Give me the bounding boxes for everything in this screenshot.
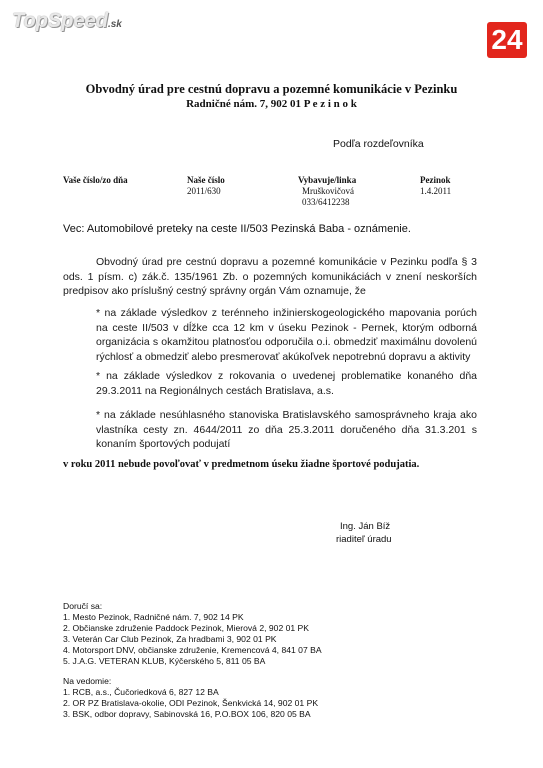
delivered-item-2: 2. Občianske združenie Paddock Pezinok, Mierová 2, 902 01 PK bbox=[63, 623, 310, 633]
reason-point-3: * na základe nesúhlasného stanoviska Bratislavského samosprávneho kraja ako vlastníka cesty zn. 4644/2011 zo dňa 25.3.2011 doručeného dňa 31.3.201 s konaním športových podujatí bbox=[96, 409, 477, 450]
office-name: Obvodný úrad pre cestnú dopravu a pozemné komunikácie v Pezinku bbox=[85, 82, 458, 96]
topspeed-watermark bbox=[12, 10, 122, 33]
handled-by-phone: 033/6412238 bbox=[302, 197, 350, 207]
delivered-item-1: 1. Mesto Pezinok, Radničné nám. 7, 902 14 PK bbox=[63, 612, 244, 622]
delivered-item-3: 3. Veterán Car Club Pezinok, Za hradbami 3, 902 01 PK bbox=[63, 634, 277, 644]
signatory-name: Ing. Ján Bíž bbox=[340, 521, 391, 532]
badge-24-logo: 24 bbox=[487, 22, 527, 58]
topspeed-logo-suffix: .sk bbox=[107, 19, 122, 30]
cc-item-3: 3. BSK, odbor dopravy, Sabinovská 16, P.O.BOX 106, 820 05 BA bbox=[63, 709, 311, 719]
our-ref-value: 2011/630 bbox=[187, 186, 221, 196]
your-ref-label: Vaše číslo/zo dňa bbox=[63, 175, 128, 185]
office-address: Radničné nám. 7, 902 01 P e z i n o k bbox=[186, 98, 357, 110]
decision-statement: v roku 2011 nebude povoľovať v predmetnom úseku žiadne športové podujatia. bbox=[63, 459, 420, 470]
cc-label: Na vedomie: bbox=[63, 676, 112, 686]
reason-point-1: * na základe výsledkov z terénneho inžinierskogeologického mapovania porúch na ceste II/503 v dĺžke cca 12 km v úseku Pezinok - Pernek, ktorým odborná organizácia s okamžitou platnosťou odporučila o.i. obmedziť maximálnu dovolenú rýchlosť a obmedziť alebo presmerovať akúkoľvek nepotrebnú dopravu a aktivity bbox=[96, 307, 477, 363]
our-ref-label: Naše číslo bbox=[187, 175, 225, 185]
handled-by-label: Vybavuje/linka bbox=[298, 175, 357, 185]
cc-item-2: 2. OR PZ Bratislava-okolie, ODI Pezinok, Šenkvická 14, 902 01 PK bbox=[63, 698, 319, 708]
recipient-line: Podľa rozdeľovníka bbox=[333, 138, 424, 150]
cc-item-1: 1. RCB, a.s., Čučoriedková 6, 827 12 BA bbox=[63, 687, 219, 697]
topspeed-logo-text: TopSpeed bbox=[12, 10, 108, 32]
handled-by-name: Mruškovičová bbox=[302, 186, 354, 196]
delivered-label: Doručí sa: bbox=[63, 601, 103, 611]
letter-date: 1.4.2011 bbox=[420, 186, 452, 196]
reason-point-2: * na základe výsledkov z rokovania o uvedenej problematike konaného dňa 29.3.2011 na Regionálnych cestách Bratislava, a.s. bbox=[96, 370, 477, 397]
place-label: Pezinok bbox=[420, 175, 451, 185]
delivered-item-4: 4. Motorsport DNV, občianske združenie, Kremencová 4, 841 07 BA bbox=[63, 645, 322, 655]
delivered-item-5: 5. J.A.G. VETERAN KLUB, Kýčerského 5, 811 05 BA bbox=[63, 656, 266, 666]
subject-line: Vec: Automobilové preteky na ceste II/503 Pezinská Baba - oznámenie. bbox=[63, 223, 411, 235]
signatory-title: riaditeľ úradu bbox=[336, 534, 392, 545]
intro-paragraph: Obvodný úrad pre cestnú dopravu a pozemné komunikácie v Pezinku podľa § 3 ods. 1 písm. c) zák.č. 135/1961 Zb. o pozemných komunikáciách v znení neskorších predpisov ako príslušný cestný správny orgán Vám oznamuje, že bbox=[63, 256, 477, 297]
